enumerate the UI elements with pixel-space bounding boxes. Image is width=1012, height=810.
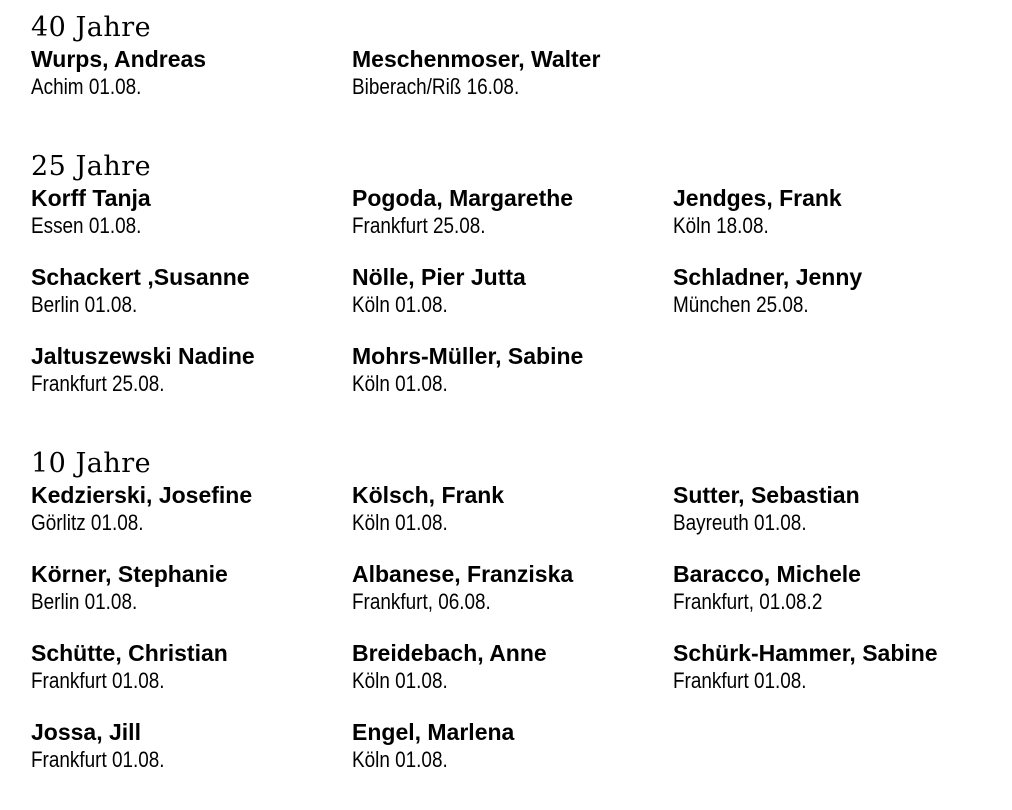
- person-name: Nölle, Pier Jutta: [352, 264, 526, 290]
- list-item: [31, 718, 341, 774]
- location-date: Köln 18.08.: [673, 213, 769, 238]
- person-name: Mohrs-Müller, Sabine: [352, 343, 584, 369]
- list-item: [673, 560, 983, 616]
- list-item: [31, 184, 341, 240]
- location-date: München 25.08.: [673, 292, 809, 317]
- section-10-jahre: [31, 447, 1006, 772]
- list-item: [352, 560, 662, 616]
- location-date: Frankfurt 25.08.: [31, 371, 165, 396]
- person-name: Jossa, Jill: [31, 719, 141, 745]
- location-date: Köln 01.08.: [352, 510, 448, 535]
- location-date: Biberach/Riß 16.08.: [352, 74, 520, 99]
- section-title: 10 Jahre: [31, 448, 152, 479]
- list-item: [673, 639, 983, 695]
- location-date: Berlin 01.08.: [31, 589, 138, 614]
- list-item: [352, 481, 662, 537]
- list-item: [31, 560, 341, 616]
- list-item: [31, 342, 341, 398]
- person-name: Kedzierski, Josefine: [31, 482, 253, 508]
- person-name: Schackert ,Susanne: [31, 264, 250, 290]
- location-date: Frankfurt 01.08.: [673, 668, 807, 693]
- person-name: Baracco, Michele: [673, 561, 861, 587]
- person-name: Kölsch, Frank: [352, 482, 505, 508]
- person-name: Wurps, Andreas: [31, 46, 207, 72]
- location-date: Bayreuth 01.08.: [673, 510, 807, 535]
- list-item: [31, 45, 341, 101]
- section-title: 40 Jahre: [31, 12, 152, 43]
- person-name: Pogoda, Margarethe: [352, 185, 574, 211]
- list-item: [352, 263, 662, 319]
- list-item: [31, 481, 341, 537]
- location-date: Köln 01.08.: [352, 668, 448, 693]
- location-date: Frankfurt 01.08.: [31, 668, 165, 693]
- location-date: Frankfurt 25.08.: [352, 213, 486, 238]
- person-name: Albanese, Franziska: [352, 561, 574, 587]
- list-item: [673, 263, 983, 319]
- list-item: [352, 342, 662, 398]
- person-name: Schladner, Jenny: [673, 264, 863, 290]
- list-item: [31, 639, 341, 695]
- person-name: Meschenmoser, Walter: [352, 46, 601, 72]
- list-item: [352, 45, 662, 101]
- list-item: [352, 718, 662, 774]
- list-item: [673, 481, 983, 537]
- person-name: Schürk-Hammer, Sabine: [673, 640, 938, 666]
- list-item: [31, 263, 341, 319]
- location-date: Berlin 01.08.: [31, 292, 138, 317]
- person-name: Jendges, Frank: [673, 185, 842, 211]
- location-date: Achim 01.08.: [31, 74, 142, 99]
- section-40-jahre: [31, 11, 1006, 99]
- location-date: Görlitz 01.08.: [31, 510, 144, 535]
- person-name: Jaltuszewski Nadine: [31, 343, 255, 369]
- person-name: Korff Tanja: [31, 185, 151, 211]
- list-item: [352, 639, 662, 695]
- location-date: Frankfurt 01.08.: [31, 747, 165, 772]
- person-name: Breidebach, Anne: [352, 640, 547, 666]
- location-date: Frankfurt, 06.08.: [352, 589, 491, 614]
- location-date: Essen 01.08.: [31, 213, 142, 238]
- person-name: Sutter, Sebastian: [673, 482, 860, 508]
- section-title: 25 Jahre: [31, 151, 152, 182]
- location-date: Frankfurt, 01.08.2: [673, 589, 823, 614]
- section-25-jahre: [31, 150, 1006, 396]
- location-date: Köln 01.08.: [352, 371, 448, 396]
- location-date: Köln 01.08.: [352, 292, 448, 317]
- list-item: [352, 184, 662, 240]
- person-name: Schütte, Christian: [31, 640, 228, 666]
- location-date: Köln 01.08.: [352, 747, 448, 772]
- list-item: [673, 184, 983, 240]
- person-name: Engel, Marlena: [352, 719, 515, 745]
- person-name: Körner, Stephanie: [31, 561, 228, 587]
